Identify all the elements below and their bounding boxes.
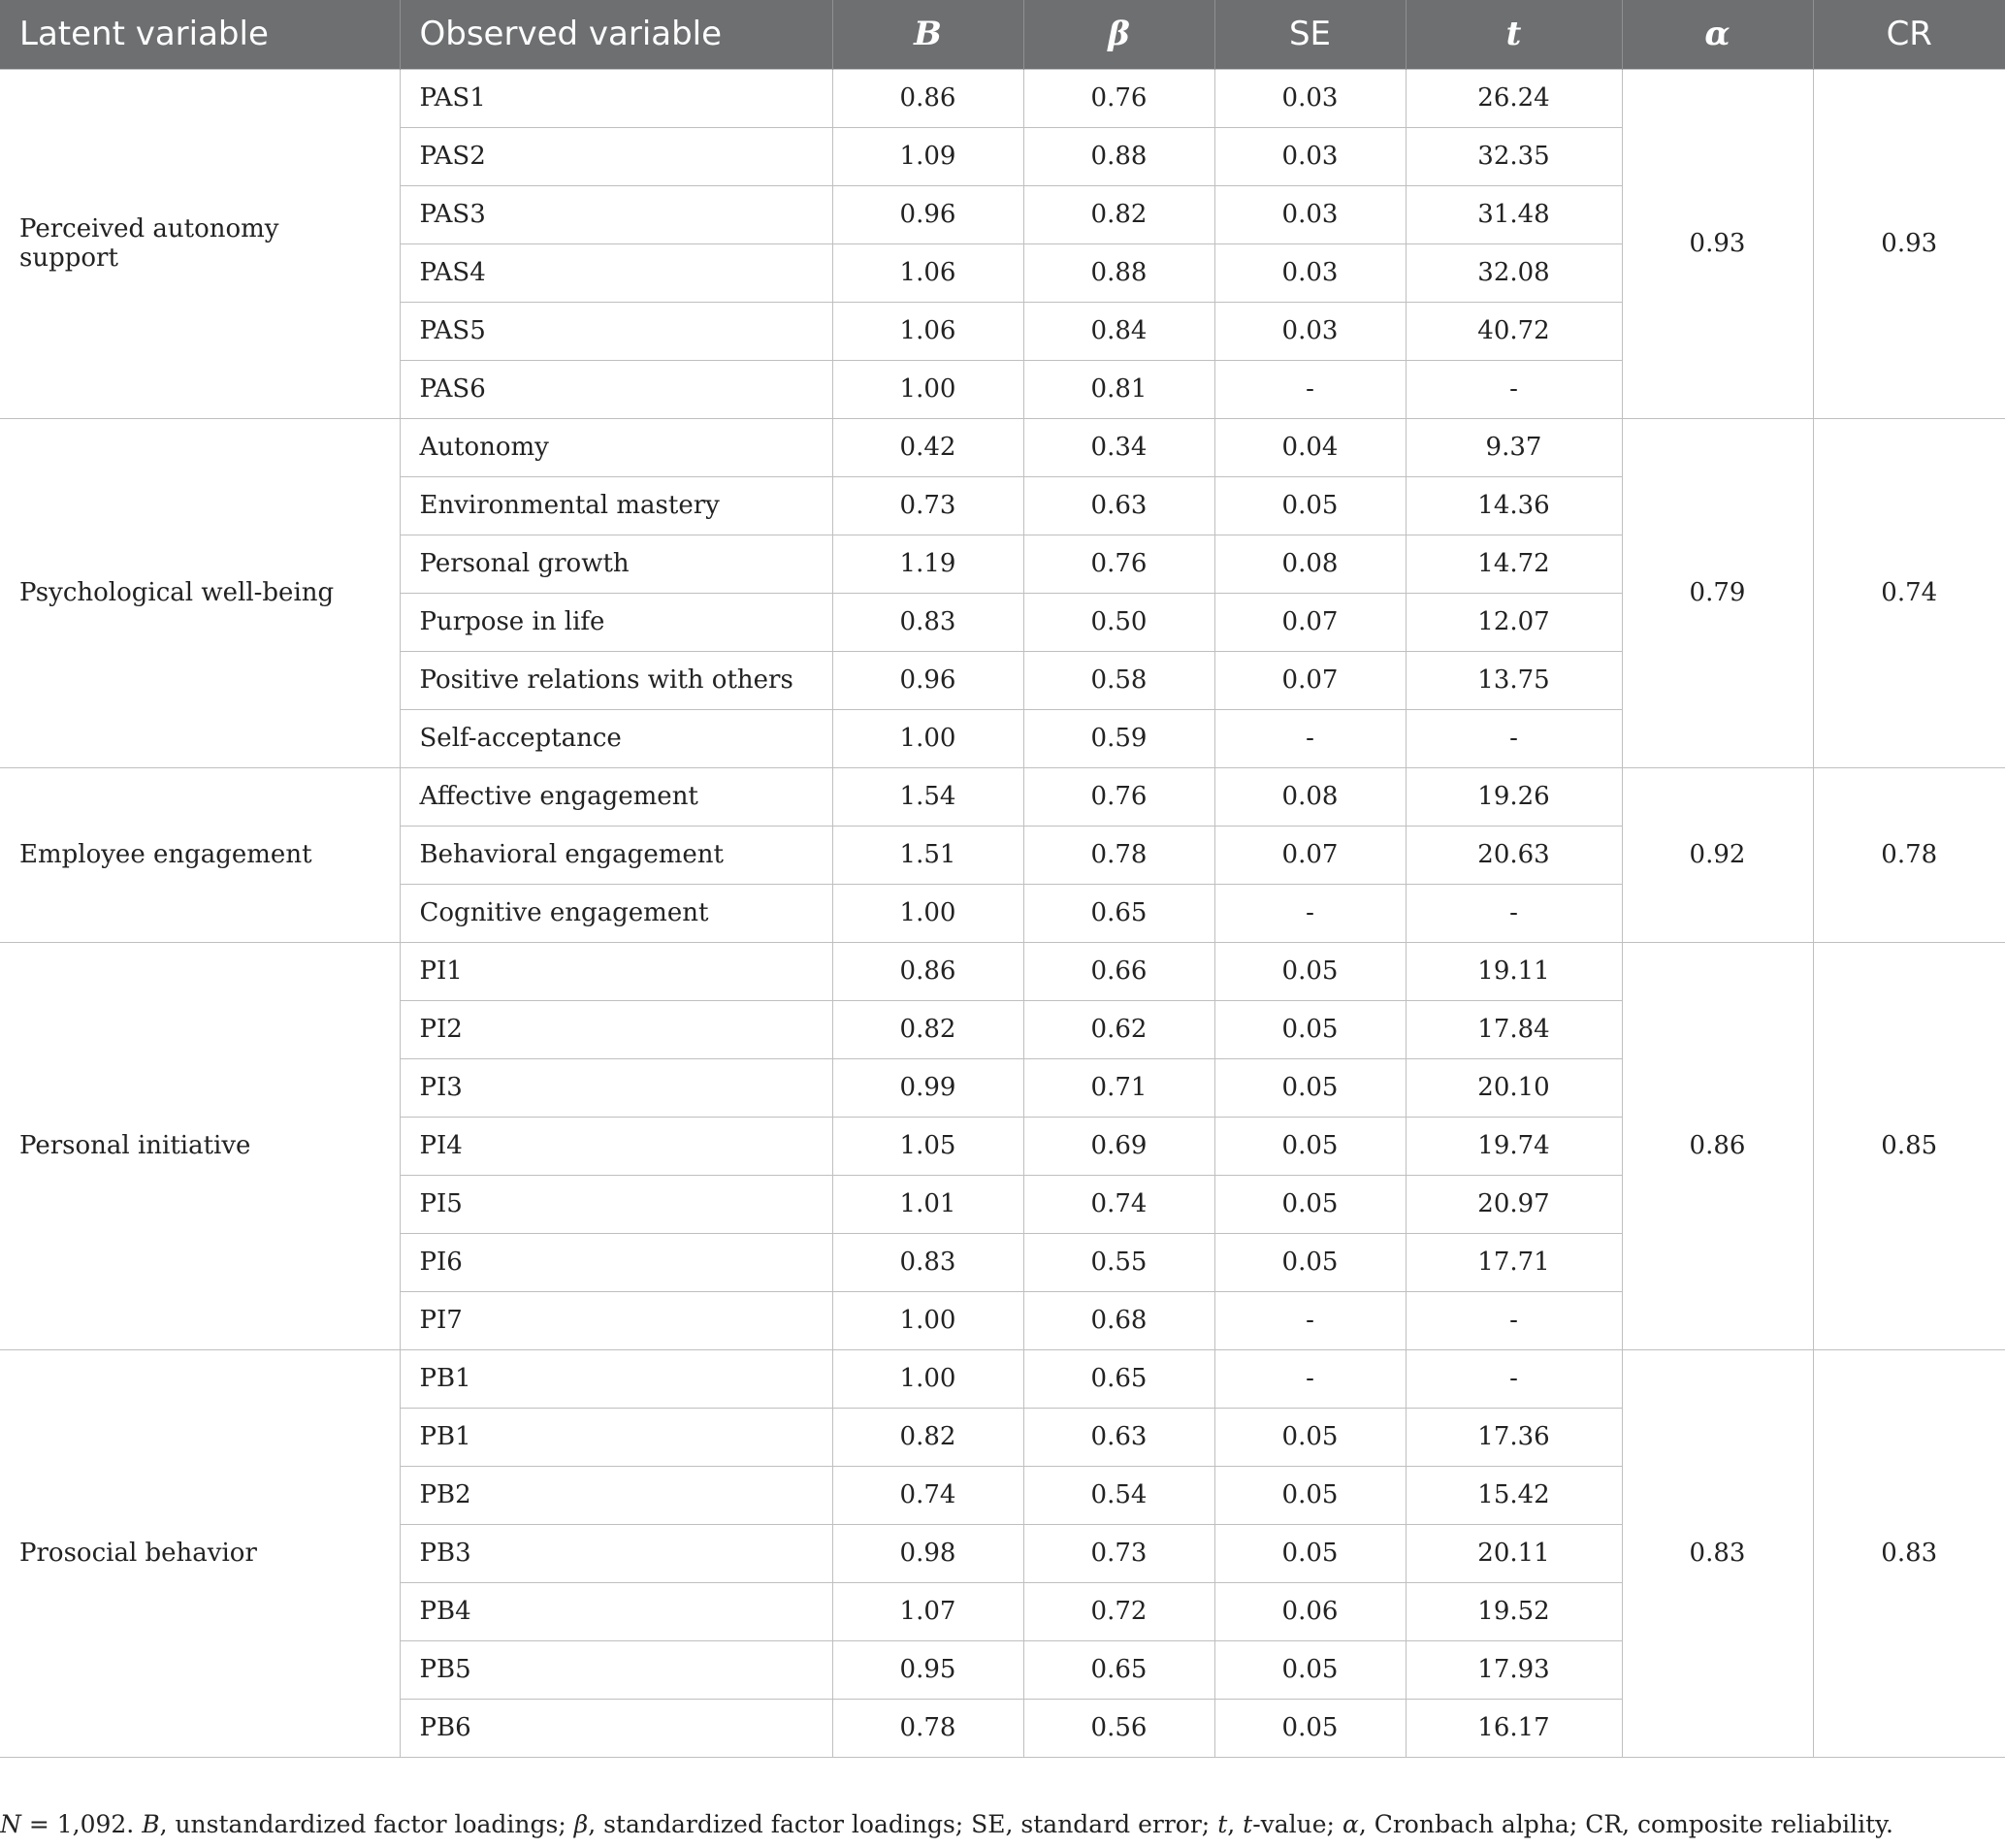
se-cell: 0.07 <box>1214 593 1406 651</box>
observed-variable-cell: Affective engagement <box>400 767 832 826</box>
t-cell: 16.17 <box>1406 1699 1622 1757</box>
observed-variable-cell: Purpose in life <box>400 593 832 651</box>
t-cell: 17.36 <box>1406 1408 1622 1466</box>
b-cell: 0.73 <box>832 476 1023 535</box>
header-beta: β <box>1023 0 1214 69</box>
se-cell: 0.03 <box>1214 185 1406 243</box>
se-cell: 0.05 <box>1214 1175 1406 1233</box>
b-cell: 0.82 <box>832 1000 1023 1058</box>
cr-cell: 0.83 <box>1813 1349 2005 1757</box>
b-cell: 1.09 <box>832 127 1023 185</box>
table-row <box>0 418 2005 476</box>
beta-cell: 0.78 <box>1023 826 1214 884</box>
t-cell: - <box>1406 360 1622 418</box>
t-cell: 32.08 <box>1406 243 1622 302</box>
header-b: B <box>832 0 1023 69</box>
se-cell: 0.08 <box>1214 535 1406 593</box>
latent-variable-cell: Prosocial behavior <box>0 1349 400 1757</box>
beta-cell: 0.84 <box>1023 302 1214 360</box>
beta-cell: 0.63 <box>1023 476 1214 535</box>
observed-variable-cell: PB4 <box>400 1582 832 1640</box>
observed-variable-cell: PI4 <box>400 1117 832 1175</box>
alpha-cell: 0.86 <box>1622 942 1813 1349</box>
t-cell: 20.10 <box>1406 1058 1622 1117</box>
beta-cell: 0.88 <box>1023 127 1214 185</box>
b-cell: 1.54 <box>832 767 1023 826</box>
observed-variable-cell: PB1 <box>400 1408 832 1466</box>
table-row <box>0 942 2005 1000</box>
b-cell: 1.00 <box>832 709 1023 767</box>
se-cell: 0.05 <box>1214 1058 1406 1117</box>
observed-variable-cell: PB2 <box>400 1466 832 1524</box>
header-se: SE <box>1214 0 1406 69</box>
b-cell: 0.96 <box>832 185 1023 243</box>
b-cell: 0.42 <box>832 418 1023 476</box>
b-cell: 1.00 <box>832 1349 1023 1408</box>
se-cell: 0.05 <box>1214 1466 1406 1524</box>
beta-cell: 0.76 <box>1023 535 1214 593</box>
b-cell: 1.05 <box>832 1117 1023 1175</box>
note-t-symbol: t <box>1217 1810 1228 1838</box>
se-cell: - <box>1214 1291 1406 1349</box>
observed-variable-cell: PB6 <box>400 1699 832 1757</box>
note-beta-symbol: β <box>573 1810 589 1838</box>
beta-cell: 0.58 <box>1023 651 1214 709</box>
observed-variable-cell: Cognitive engagement <box>400 884 832 942</box>
se-cell: - <box>1214 360 1406 418</box>
observed-variable-cell: PI5 <box>400 1175 832 1233</box>
beta-cell: 0.68 <box>1023 1291 1214 1349</box>
observed-variable-cell: Environmental mastery <box>400 476 832 535</box>
se-cell: 0.06 <box>1214 1582 1406 1640</box>
table-row <box>0 69 2005 127</box>
t-cell: 19.52 <box>1406 1582 1622 1640</box>
t-cell: 17.71 <box>1406 1233 1622 1291</box>
observed-variable-cell: PAS2 <box>400 127 832 185</box>
se-cell: 0.05 <box>1214 1000 1406 1058</box>
note-t-symbol-2: t <box>1243 1810 1253 1838</box>
b-cell: 0.86 <box>832 69 1023 127</box>
beta-cell: 0.76 <box>1023 69 1214 127</box>
beta-cell: 0.34 <box>1023 418 1214 476</box>
observed-variable-cell: PI6 <box>400 1233 832 1291</box>
observed-variable-cell: Autonomy <box>400 418 832 476</box>
t-cell: - <box>1406 884 1622 942</box>
se-cell: - <box>1214 709 1406 767</box>
beta-cell: 0.65 <box>1023 1349 1214 1408</box>
se-cell: 0.05 <box>1214 1699 1406 1757</box>
t-cell: 15.42 <box>1406 1466 1622 1524</box>
cr-cell: 0.85 <box>1813 942 2005 1349</box>
note-b-symbol: B <box>142 1810 160 1838</box>
observed-variable-cell: PI7 <box>400 1291 832 1349</box>
note-t-desc: -value; <box>1252 1810 1342 1838</box>
se-cell: 0.07 <box>1214 651 1406 709</box>
beta-cell: 0.54 <box>1023 1466 1214 1524</box>
beta-cell: 0.50 <box>1023 593 1214 651</box>
cr-cell: 0.93 <box>1813 69 2005 418</box>
t-cell: 14.72 <box>1406 535 1622 593</box>
observed-variable-cell: PB1 <box>400 1349 832 1408</box>
observed-variable-cell: Self-acceptance <box>400 709 832 767</box>
t-cell: 31.48 <box>1406 185 1622 243</box>
b-cell: 1.19 <box>832 535 1023 593</box>
latent-variable-cell: Psychological well-being <box>0 418 400 767</box>
b-cell: 0.83 <box>832 1233 1023 1291</box>
beta-cell: 0.59 <box>1023 709 1214 767</box>
beta-cell: 0.82 <box>1023 185 1214 243</box>
header-t: t <box>1406 0 1622 69</box>
se-cell: 0.05 <box>1214 942 1406 1000</box>
b-cell: 1.06 <box>832 243 1023 302</box>
t-cell: 17.93 <box>1406 1640 1622 1699</box>
b-cell: 0.99 <box>832 1058 1023 1117</box>
b-cell: 0.86 <box>832 942 1023 1000</box>
b-cell: 0.96 <box>832 651 1023 709</box>
se-cell: 0.03 <box>1214 243 1406 302</box>
observed-variable-cell: Positive relations with others <box>400 651 832 709</box>
alpha-cell: 0.93 <box>1622 69 1813 418</box>
b-cell: 0.83 <box>832 593 1023 651</box>
observed-variable-cell: PAS1 <box>400 69 832 127</box>
table-footnote <box>0 1810 2005 1838</box>
alpha-cell: 0.79 <box>1622 418 1813 767</box>
t-cell: 32.35 <box>1406 127 1622 185</box>
t-cell: 12.07 <box>1406 593 1622 651</box>
observed-variable-cell: PAS5 <box>400 302 832 360</box>
se-cell: 0.05 <box>1214 1233 1406 1291</box>
latent-variable-cell: Employee engagement <box>0 767 400 942</box>
beta-cell: 0.63 <box>1023 1408 1214 1466</box>
note-beta-desc: , standardized factor loadings; SE, standard error; <box>588 1810 1218 1838</box>
observed-variable-cell: PI2 <box>400 1000 832 1058</box>
b-cell: 1.06 <box>832 302 1023 360</box>
beta-cell: 0.74 <box>1023 1175 1214 1233</box>
se-cell: 0.05 <box>1214 1640 1406 1699</box>
b-cell: 1.07 <box>832 1582 1023 1640</box>
beta-cell: 0.65 <box>1023 884 1214 942</box>
t-cell: - <box>1406 1291 1622 1349</box>
se-cell: 0.04 <box>1214 418 1406 476</box>
alpha-cell: 0.92 <box>1622 767 1813 942</box>
b-cell: 0.95 <box>832 1640 1023 1699</box>
t-cell: 9.37 <box>1406 418 1622 476</box>
observed-variable-cell: PB3 <box>400 1524 832 1582</box>
observed-variable-cell: PI1 <box>400 942 832 1000</box>
t-cell: - <box>1406 709 1622 767</box>
se-cell: 0.08 <box>1214 767 1406 826</box>
beta-cell: 0.55 <box>1023 1233 1214 1291</box>
observed-variable-cell: Personal growth <box>400 535 832 593</box>
beta-cell: 0.72 <box>1023 1582 1214 1640</box>
b-cell: 1.51 <box>832 826 1023 884</box>
se-cell: 0.05 <box>1214 1524 1406 1582</box>
t-cell: 17.84 <box>1406 1000 1622 1058</box>
observed-variable-cell: PAS4 <box>400 243 832 302</box>
alpha-cell: 0.83 <box>1622 1349 1813 1757</box>
t-cell: 19.11 <box>1406 942 1622 1000</box>
header-row <box>0 0 2005 69</box>
latent-variable-cell: Personal initiative <box>0 942 400 1349</box>
b-cell: 1.00 <box>832 360 1023 418</box>
b-cell: 0.74 <box>832 1466 1023 1524</box>
observed-variable-cell: PI3 <box>400 1058 832 1117</box>
t-cell: 13.75 <box>1406 651 1622 709</box>
beta-cell: 0.62 <box>1023 1000 1214 1058</box>
cr-cell: 0.74 <box>1813 418 2005 767</box>
se-cell: 0.03 <box>1214 127 1406 185</box>
latent-variable-cell: Perceived autonomy support <box>0 69 400 418</box>
beta-cell: 0.76 <box>1023 767 1214 826</box>
b-cell: 0.98 <box>832 1524 1023 1582</box>
note-n-symbol: N <box>0 1810 21 1838</box>
t-cell: 14.36 <box>1406 476 1622 535</box>
se-cell: 0.07 <box>1214 826 1406 884</box>
t-cell: 19.26 <box>1406 767 1622 826</box>
note-alpha-symbol: α <box>1342 1810 1359 1838</box>
t-cell: 20.63 <box>1406 826 1622 884</box>
beta-cell: 0.56 <box>1023 1699 1214 1757</box>
se-cell: 0.03 <box>1214 69 1406 127</box>
observed-variable-cell: Behavioral engagement <box>400 826 832 884</box>
t-cell: 26.24 <box>1406 69 1622 127</box>
table-row <box>0 1349 2005 1408</box>
note-t-sep: , <box>1227 1810 1244 1838</box>
t-cell: 19.74 <box>1406 1117 1622 1175</box>
note-b-desc: , unstandardized factor loadings; <box>159 1810 574 1838</box>
t-cell: 20.11 <box>1406 1524 1622 1582</box>
b-cell: 0.82 <box>832 1408 1023 1466</box>
se-cell: 0.05 <box>1214 1408 1406 1466</box>
beta-cell: 0.71 <box>1023 1058 1214 1117</box>
t-cell: - <box>1406 1349 1622 1408</box>
observed-variable-cell: PB5 <box>400 1640 832 1699</box>
note-n-value: = 1,092. <box>20 1810 143 1838</box>
observed-variable-cell: PAS6 <box>400 360 832 418</box>
se-cell: 0.05 <box>1214 1117 1406 1175</box>
se-cell: - <box>1214 1349 1406 1408</box>
b-cell: 1.00 <box>832 1291 1023 1349</box>
observed-variable-cell: PAS3 <box>400 185 832 243</box>
beta-cell: 0.69 <box>1023 1117 1214 1175</box>
cr-cell: 0.78 <box>1813 767 2005 942</box>
t-cell: 20.97 <box>1406 1175 1622 1233</box>
beta-cell: 0.73 <box>1023 1524 1214 1582</box>
beta-cell: 0.65 <box>1023 1640 1214 1699</box>
t-cell: 40.72 <box>1406 302 1622 360</box>
note-alpha-desc: , Cronbach alpha; CR, composite reliability. <box>1358 1810 1893 1838</box>
beta-cell: 0.81 <box>1023 360 1214 418</box>
header-observed-variable: Observed variable <box>400 0 832 69</box>
header-latent-variable: Latent variable <box>0 0 400 69</box>
table-body <box>0 69 2005 1757</box>
beta-cell: 0.66 <box>1023 942 1214 1000</box>
beta-cell: 0.88 <box>1023 243 1214 302</box>
header-alpha: α <box>1622 0 1813 69</box>
se-cell: 0.03 <box>1214 302 1406 360</box>
b-cell: 1.00 <box>832 884 1023 942</box>
b-cell: 0.78 <box>832 1699 1023 1757</box>
table-row <box>0 767 2005 826</box>
b-cell: 1.01 <box>832 1175 1023 1233</box>
se-cell: - <box>1214 884 1406 942</box>
se-cell: 0.05 <box>1214 476 1406 535</box>
header-cr: CR <box>1813 0 2005 69</box>
